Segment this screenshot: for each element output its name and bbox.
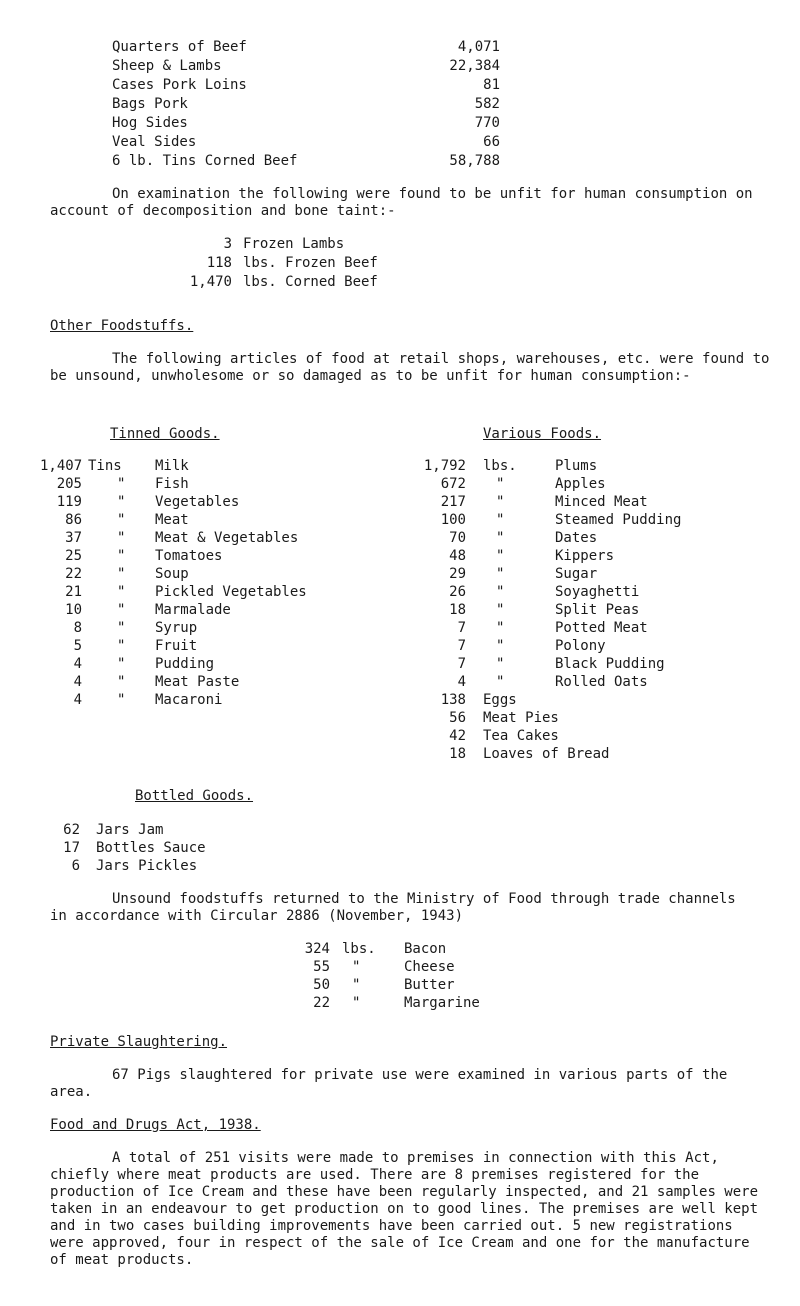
tinned-item: Meat (155, 512, 189, 528)
tinned-qty: 37 (65, 530, 82, 546)
various-item: Apples (555, 476, 606, 492)
various-item: Dates (555, 530, 598, 546)
ministry-item: Bacon (404, 941, 447, 957)
meat-stock-label: Hog Sides (112, 115, 188, 131)
tinned-item: Vegetables (155, 494, 240, 510)
tinned-unit: " (117, 548, 126, 564)
tinned-unit: " (117, 638, 126, 654)
various-qty: 70 (449, 530, 466, 546)
bottled-goods-heading: Bottled Goods. (135, 788, 254, 804)
meat-stock-value: 58,788 (449, 153, 500, 169)
various-item: Meat Pies (483, 710, 559, 726)
ministry-unit: lbs. (342, 941, 376, 957)
ministry-unit: " (352, 959, 361, 975)
ministry-item: Cheese (404, 959, 455, 975)
ministry-qty: 324 (304, 941, 330, 957)
various-qty: 7 (457, 620, 466, 636)
bottled-item: Bottles Sauce (96, 840, 206, 856)
tinned-unit: " (117, 494, 126, 510)
various-item: Kippers (555, 548, 615, 564)
tinned-item: Fruit (155, 638, 198, 654)
various-item: Potted Meat (555, 620, 648, 636)
various-item: Polony (555, 638, 606, 654)
tinned-item: Syrup (155, 620, 198, 636)
tinned-qty: 21 (65, 584, 82, 600)
food-drugs-paragraph: A total of 251 visits were made to premises in connection with this Act, chiefly where meat products are used. There are 8 premises registered for the production of Ice Cream and these have been regularly inspected, and 21 samples were taken in an endeavour to get production on to good lines. The premises are well kept and in two cases building improvements have been carried out. 5 new registrations were approved, four in respect of the sale of Ice Cream and one for the manufacture of meat products. (50, 1150, 759, 1268)
ministry-item: Margarine (404, 995, 480, 1011)
various-unit: " (496, 476, 505, 492)
various-qty: 7 (457, 638, 466, 654)
tinned-qty: 119 (56, 494, 82, 510)
other-foodstuffs-heading: Other Foodstuffs. (50, 318, 194, 334)
private-slaughtering-heading: Private Slaughtering. (50, 1034, 228, 1050)
tinned-item: Fish (155, 476, 189, 492)
tinned-qty: 25 (65, 548, 82, 564)
various-unit: " (496, 602, 505, 618)
tinned-item: Tomatoes (155, 548, 223, 564)
various-item: Eggs (483, 692, 517, 708)
various-qty: 42 (449, 728, 466, 744)
meat-stock-label: Quarters of Beef (112, 39, 247, 55)
various-qty: 100 (440, 512, 466, 528)
tinned-qty: 86 (65, 512, 82, 528)
tinned-unit: Tins (88, 458, 122, 474)
tinned-item: Pickled Vegetables (155, 584, 307, 600)
various-qty: 18 (449, 746, 466, 762)
various-item: Split Peas (555, 602, 640, 618)
tinned-unit: " (117, 602, 126, 618)
tinned-unit: " (117, 512, 126, 528)
various-item: Sugar (555, 566, 598, 582)
various-item: Black Pudding (555, 656, 665, 672)
bottled-qty: 62 (63, 822, 80, 838)
unfit-qty: 1,470 (189, 274, 232, 290)
tinned-unit: " (117, 674, 126, 690)
tinned-qty: 5 (73, 638, 82, 654)
various-item: Tea Cakes (483, 728, 559, 744)
unfit-qty: 118 (206, 255, 232, 271)
tinned-qty: 4 (73, 674, 82, 690)
various-unit: " (496, 638, 505, 654)
tinned-item: Soup (155, 566, 189, 582)
private-slaughtering-paragraph: 67 Pigs slaughtered for private use were examined in various parts of the area. (50, 1067, 728, 1100)
various-unit: " (496, 656, 505, 672)
meat-stock-label: Veal Sides (112, 134, 197, 150)
tinned-unit: " (117, 530, 126, 546)
tinned-qty: 4 (73, 656, 82, 672)
unfit-item: lbs. Frozen Beef (243, 255, 378, 271)
ministry-qty: 22 (313, 995, 330, 1011)
bottled-item: Jars Jam (96, 822, 164, 838)
tinned-qty: 205 (56, 476, 82, 492)
tinned-unit: " (117, 566, 126, 582)
meat-stock-value: 22,384 (449, 58, 500, 74)
tinned-unit: " (117, 692, 126, 708)
meat-stock-value: 66 (483, 134, 500, 150)
various-unit: " (496, 530, 505, 546)
various-qty: 217 (440, 494, 466, 510)
bottled-qty: 6 (71, 858, 80, 874)
meat-stock-value: 81 (483, 77, 500, 93)
various-item: Rolled Oats (555, 674, 648, 690)
ministry-paragraph: Unsound foodstuffs returned to the Ministry of Food through trade channels in accordance with Circular 2886 (November, 1943) (50, 891, 736, 924)
various-qty: 29 (449, 566, 466, 582)
tinned-item: Marmalade (155, 602, 231, 618)
various-unit: " (496, 494, 505, 510)
various-item: Plums (555, 458, 598, 474)
other-foodstuffs-paragraph: The following articles of food at retail shops, warehouses, etc. were found to be unsound, unwholesome or so damaged as to be unfit for human consumption:- (50, 351, 770, 384)
various-unit: " (496, 620, 505, 636)
meat-stock-label: Cases Pork Loins (112, 77, 247, 93)
various-qty: 1,792 (423, 458, 466, 474)
meat-stock-label: Sheep & Lambs (112, 58, 222, 74)
various-unit: " (496, 512, 505, 528)
tinned-unit: " (117, 656, 126, 672)
ministry-unit: " (352, 977, 361, 993)
tinned-unit: " (117, 476, 126, 492)
bottled-item: Jars Pickles (96, 858, 198, 874)
tinned-unit: " (117, 584, 126, 600)
tinned-qty: 8 (73, 620, 82, 636)
ministry-qty: 50 (313, 977, 330, 993)
various-item: Loaves of Bread (483, 746, 610, 762)
meat-stock-label: 6 lb. Tins Corned Beef (112, 153, 298, 169)
various-qty: 26 (449, 584, 466, 600)
meat-stock-value: 4,071 (457, 39, 500, 55)
various-qty: 56 (449, 710, 466, 726)
various-qty: 138 (440, 692, 466, 708)
various-qty: 18 (449, 602, 466, 618)
various-qty: 48 (449, 548, 466, 564)
various-qty: 672 (440, 476, 466, 492)
various-unit: " (496, 548, 505, 564)
tinned-qty: 22 (65, 566, 82, 582)
ministry-unit: " (352, 995, 361, 1011)
unfit-item: lbs. Corned Beef (243, 274, 378, 290)
tinned-item: Pudding (155, 656, 215, 672)
bottled-qty: 17 (63, 840, 80, 856)
ministry-qty: 55 (313, 959, 330, 975)
food-drugs-heading: Food and Drugs Act, 1938. (50, 1117, 261, 1133)
tinned-unit: " (117, 620, 126, 636)
various-unit: " (496, 566, 505, 582)
meat-stock-value: 770 (474, 115, 500, 131)
tinned-item: Milk (155, 458, 189, 474)
tinned-qty: 4 (73, 692, 82, 708)
ministry-item: Butter (404, 977, 455, 993)
various-unit: " (496, 584, 505, 600)
various-unit: " (496, 674, 505, 690)
meat-stock-label: Bags Pork (112, 96, 188, 112)
various-item: Steamed Pudding (555, 512, 682, 528)
various-qty: 4 (457, 674, 466, 690)
meat-stock-value: 582 (474, 96, 500, 112)
tinned-item: Macaroni (155, 692, 223, 708)
various-item: Minced Meat (555, 494, 648, 510)
examination-paragraph: On examination the following were found to be unfit for human consumption on account of decomposition and bone taint:- (50, 186, 753, 219)
unfit-qty: 3 (223, 236, 232, 252)
unfit-item: Frozen Lambs (243, 236, 345, 252)
various-foods-heading: Various Foods. (483, 426, 602, 442)
tinned-qty: 10 (65, 602, 82, 618)
tinned-item: Meat Paste (155, 674, 240, 690)
various-item: Soyaghetti (555, 584, 640, 600)
tinned-item: Meat & Vegetables (155, 530, 299, 546)
various-unit: lbs. (483, 458, 517, 474)
tinned-qty: 1,407 (40, 458, 83, 474)
various-qty: 7 (457, 656, 466, 672)
tinned-goods-heading: Tinned Goods. (110, 426, 220, 442)
